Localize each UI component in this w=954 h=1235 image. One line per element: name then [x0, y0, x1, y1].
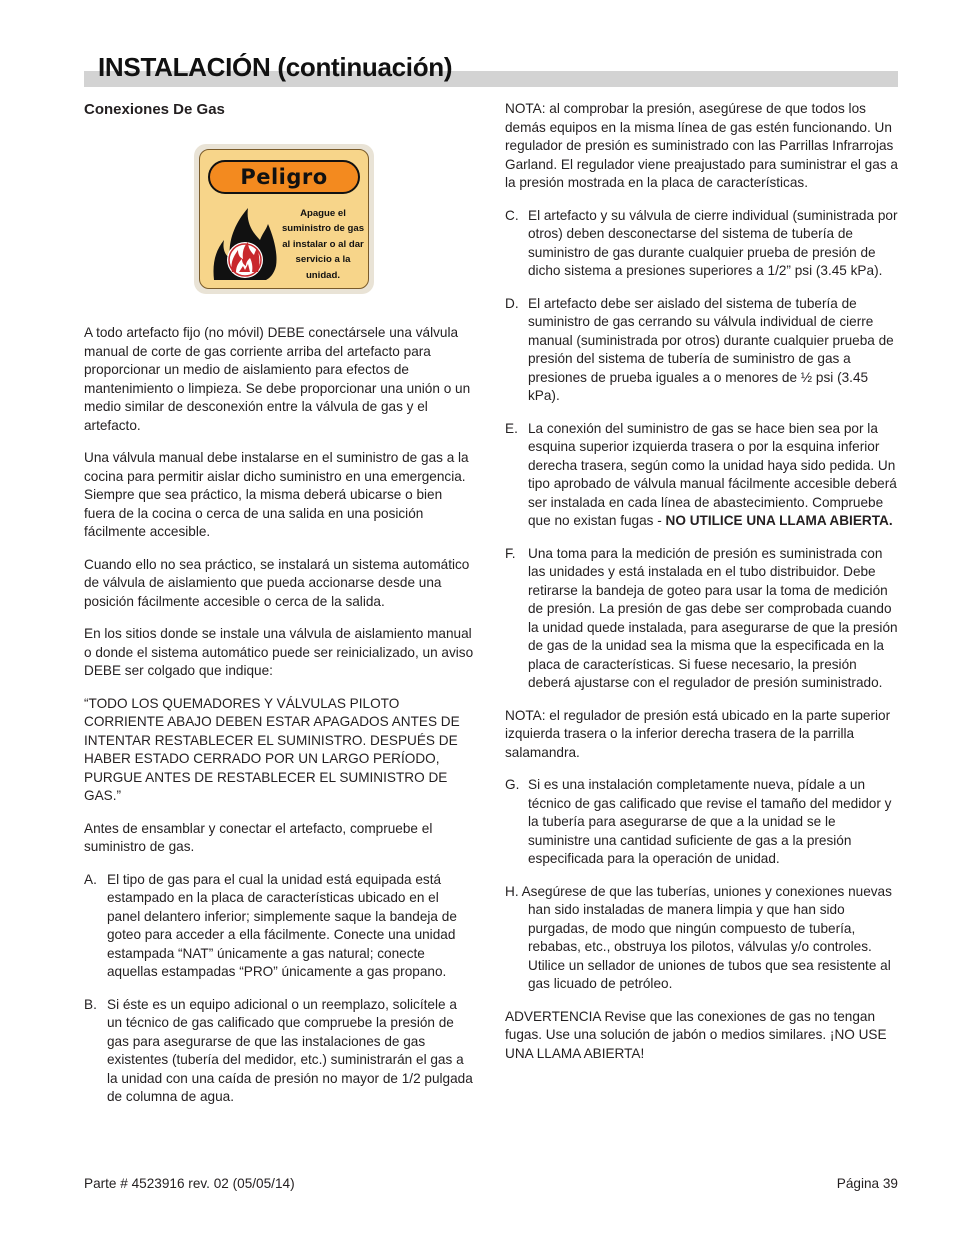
list-item-f	[505, 545, 898, 693]
footer-page-number: Página 39	[836, 1176, 898, 1191]
list-item-a	[84, 871, 474, 982]
paragraph: A todo artefacto fijo (no móvil) DEBE conectársele una válvula manual de corte de gas corriente arriba del artefacto para proporcionar un medio de aislamiento para efectos de mantenimiento o limpieza. Se debe proporcionar una unión o un medio similar de desconexión entre la válvula de gas y el artefacto.	[84, 325, 471, 433]
note-paragraph: NOTA: el regulador de presión está ubicado en la parte superior izquierda trasera o la inferior derecha trasera de la parrilla salamandra.	[505, 707, 891, 760]
page-title: INSTALACIÓN (continuación)	[98, 52, 453, 82]
right-column	[505, 100, 898, 1077]
list-item-e	[505, 420, 898, 531]
list-item-d	[505, 295, 898, 406]
left-column	[84, 100, 474, 1121]
list-text: Si éste es un equipo adicional o un reemplazo, solicítele a un técnico de gas calificado que compruebe la presión de gas para asegurarse de que las instalaciones de gas existentes (tubería del medidor, etc.) suministrarán el gas a la unidad con una caída de presión no mayor de 1/2 pulgada de columna de agua.	[107, 996, 473, 1104]
note-paragraph: NOTA: al comprobar la presión, asegúrese de que todos los demás equipos en la misma línea de gas estén funcionando. Un regulador de presión es suministrado con las Parrillas Infrarrojas Garland. El regulador viene preajustado para suministrar el gas a la presión mostrada en la placa de características.	[505, 101, 898, 190]
list-letter: F.	[505, 545, 516, 561]
paragraph: Antes de ensamblar y conectar el artefacto, compruebe el suministro de gas.	[84, 820, 433, 854]
list-item-g	[505, 776, 898, 869]
list-text: El artefacto y su válvula de cierre individual (suministrada por otros) deben desconectarse del sistema de tubería de suministro de gas durante cualquier prueba de presión de dicho sistema a presiones superiores a 1/2” psi (3.45 kPa).	[528, 207, 898, 278]
fire-hazard-icon	[208, 202, 282, 284]
danger-label	[194, 144, 374, 294]
list-item-c	[505, 207, 898, 281]
list-item-b	[84, 996, 474, 1107]
list-text: El tipo de gas para el cual la unidad está equipada está estampado en la placa de características ubicado en el panel delantero inferior; simplemente saque la bandeja de goteo para acceder a ella fácilmente. Conecte una unidad estampada “NAT” únicamente a gas natural; conecte aquellas estampadas “PRO” únicamente a gas propano.	[107, 871, 457, 979]
warning-paragraph: ADVERTENCIA Revise que las conexiones de gas no tengan fugas. Use una solución de jabón o medios similares. ¡NO USE UNA LLAMA ABIERTA!	[505, 1008, 887, 1061]
paragraph: En los sitios donde se instale una válvula de aislamiento manual o donde el sistema automático puede ser reinicializado, un aviso DEBE ser colgado que indique:	[84, 626, 474, 678]
paragraph: Una válvula manual debe instalarse en el suministro de gas a la cocina para permitir aislar dicho suministro en una emergencia. Siempre que sea práctico, la misma deberá ubicarse o bien fuera de la cocina o cerca de una salida en una posición fácilmente accesible.	[84, 450, 469, 539]
list-letter: B.	[84, 996, 97, 1012]
list-text: El artefacto debe ser aislado del sistema de tubería de suministro de gas cerrando su válvula individual de cierre manual (suministrada por otros) durante cualquier prueba de presión del sistema de tubería de suministro de gas a presiones de prueba iguales a o menores de ½ psi (3.45 kPa).	[528, 295, 894, 403]
list-text-bold: NO UTILICE UNA LLAMA ABIERTA.	[665, 513, 893, 528]
paragraph: Cuando ello no sea práctico, se instalará un sistema automático de válvula de aislamiento que pueda accionarse desde una posición fácilmente accesible o cerca de la salida.	[84, 556, 470, 609]
list-letter: G.	[505, 777, 520, 792]
danger-title: Peligro	[208, 160, 360, 194]
section-heading: Conexiones De Gas	[84, 101, 225, 118]
list-item-h	[505, 883, 898, 994]
list-letter: D.	[505, 295, 519, 311]
danger-text: Apague el suministro de gas al instalar o al dar servicio a la unidad.	[281, 208, 365, 281]
list-text: La conexión del suministro de gas se hace bien sea por la esquina superior izquierda trasera o por la esquina inferior derecha trasera, según como la unidad haya sido pedida. Un tipo aprobado de válvula manual fácilmente accesible deberá ser instalada en cada línea de abastecimiento. Compruebe que no existan fugas -	[528, 420, 897, 528]
notice-quote: “TODO LOS QUEMADORES Y VÁLVULAS PILOTO CORRIENTE ABAJO DEBEN ESTAR APAGADOS ANTES DE INTENTAR RESTABLECER EL SUMINISTRO. DESPUÉS DE HABER ESTADO CERRADO POR UN LARGO PERÍODO, PURGUE ANTES DE RESTABLECER EL SUMINISTRO DE GAS.”	[84, 695, 460, 803]
list-letter: C.	[505, 207, 519, 223]
list-text: Si es una instalación completamente nueva, pídale a un técnico de gas calificado que revise el tamaño del medidor y la tubería para asegurarse de que a la unidad se le suministre una cantidad suficiente de gas a la presión especificada para la operación de unidad.	[528, 777, 892, 866]
footer-part-number: Parte # 4523916 rev. 02 (05/05/14)	[84, 1176, 295, 1191]
list-text: H. Asegúrese de que las tuberías, uniones y conexiones nuevas han sido instaladas de manera limpia y que han sido purgadas, de modo que ningún compuesto de tubería, rebabas, etc., obstruya los pilotos, válvulas y/o controles. Utilice un sellador de uniones de tubos que sea resistente al gas licuado de petróleo.	[505, 883, 892, 991]
list-letter: E.	[505, 420, 518, 436]
list-text: Una toma para la medición de presión es suministrada con las unidades y está instalada en el tubo distribuidor. Debe retirarse la bandeja de goteo para usar la toma de medición de presión. La presión de gas debe ser comprobada cuando la unidad quede instalada, para asegurarse de que la presión de gas de la unidad sea la misma que la especificada en la placa de características. Si fuese necesario, la presión deberá ajustarse con el regulador de presión suministrado.	[528, 545, 898, 690]
list-letter: A.	[84, 871, 97, 887]
